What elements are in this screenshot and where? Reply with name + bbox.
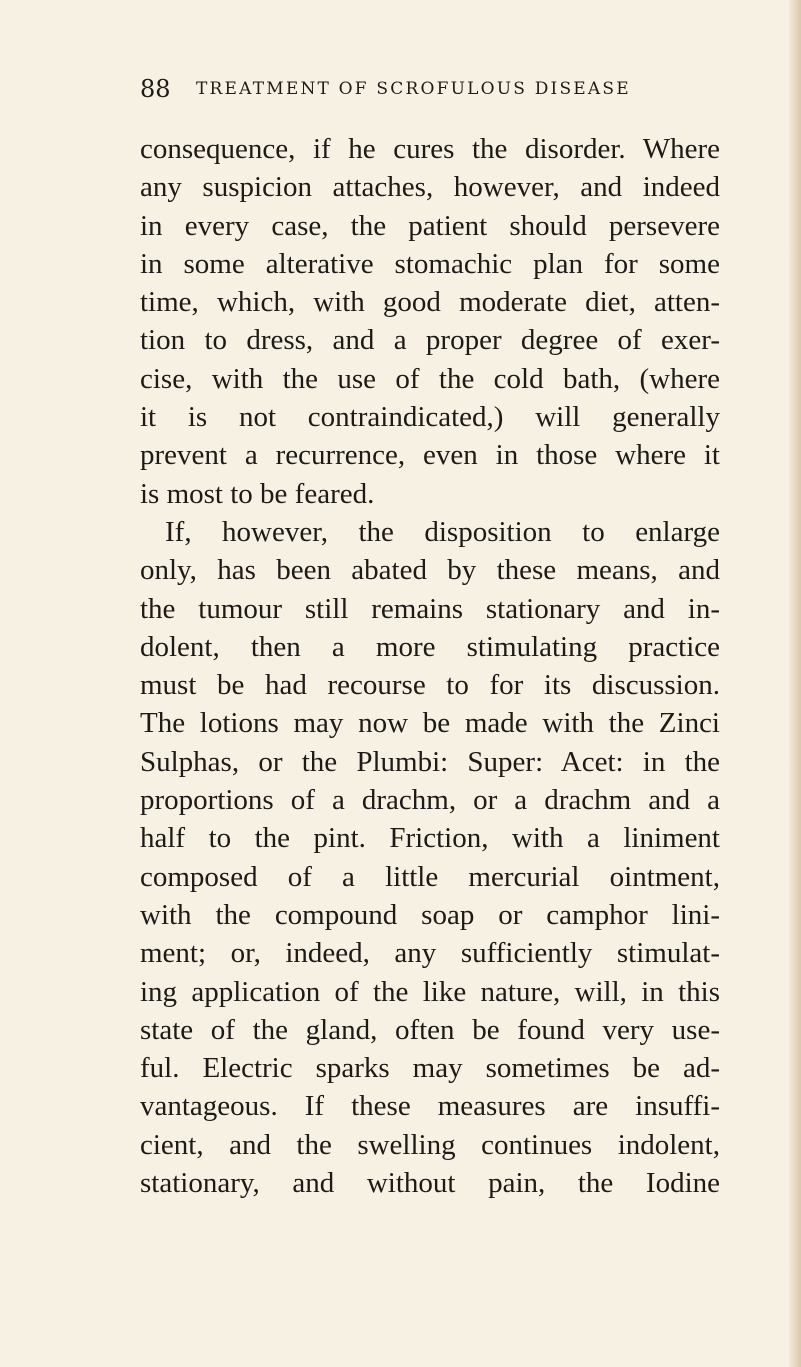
text-line: If, however, the disposition to enlarge [165,515,720,548]
text-line: composed of a little mercurial ointment, [140,860,720,893]
text-line: consequence, if he cures the disorder. Where [140,133,720,165]
text-line: stationary, and without pain, the Iodine [140,1167,720,1200]
text-line: half to the pint. Friction, with a liniment [140,822,720,855]
text-line: time, which, with good moderate diet, atten- [140,286,720,319]
text-line: The lotions may now be made with the Zinci [140,707,720,740]
page-edge [789,0,801,1367]
running-title: TREATMENT OF SCROFULOUS DISEASE [196,79,631,99]
text-line: tion to dress, and a proper degree of exer- [140,324,720,357]
text-line: with the compound soap or camphor lini- [140,898,720,931]
text-line: cient, and the swelling continues indolent, [140,1128,720,1161]
text-line: cise, with the use of the cold bath, (where [140,362,720,395]
text-line: prevent a recurrence, even in those where it [140,439,720,472]
text-line: state of the gland, often be found very use- [140,1013,720,1046]
text-line: it is not contraindicated,) will generally [140,401,720,434]
text-line: any suspicion attaches, however, and indeed [140,171,720,204]
body-text [140,130,720,1202]
text-line: must be had recourse to for its discussion. [140,669,720,702]
page-number: 88 [140,75,171,103]
page-header [140,74,700,114]
text-line: in some alterative stomachic plan for some [140,247,720,280]
text-line: Sulphas, or the Plumbi: Super: Acet: in the [140,745,720,778]
text-line: in every case, the patient should persevere [140,209,720,242]
text-line: is most to be feared. [140,477,375,510]
text-line: dolent, then a more stimulating practice [140,630,720,663]
text-line: ing application of the like nature, will, in this [140,975,720,1008]
text-line: only, has been abated by these means, and [140,554,720,587]
text-line: proportions of a drachm, or a drachm and a [140,784,720,817]
text-line: ment; or, indeed, any sufficiently stimulat- [140,937,720,970]
text-line: ful. Electric sparks may sometimes be ad- [140,1052,720,1085]
text-line: the tumour still remains stationary and in- [140,592,720,625]
text-line: vantageous. If these measures are insuffi- [140,1090,720,1123]
